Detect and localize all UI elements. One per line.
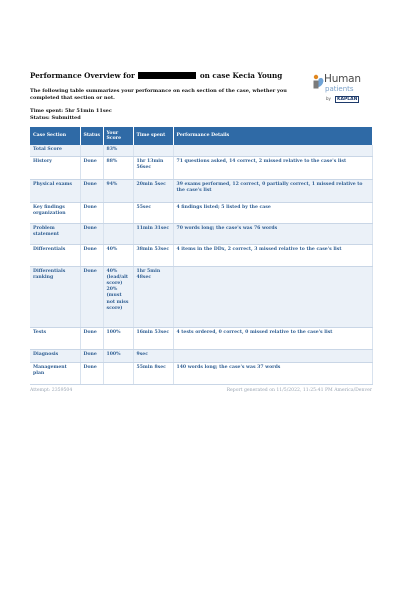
cell-score: 94%	[103, 179, 133, 202]
cell-status: Done	[80, 179, 103, 202]
logo-partner: KAPLAN	[337, 96, 358, 102]
table-header-row	[30, 127, 372, 145]
cell-status: Done	[80, 202, 103, 223]
cell-section: Management plan	[30, 362, 80, 384]
table-row	[30, 349, 372, 362]
cell-score: 100%	[103, 327, 133, 349]
report-generated: Report generated on 11/5/2022, 11:25:41 PM America/Denver	[226, 388, 372, 393]
cell-details	[173, 266, 372, 327]
cell-time: 1hr 13min 56sec	[133, 156, 173, 179]
cell-details: 140 words long; the case's was 37 words	[173, 362, 372, 384]
cell-score	[103, 362, 133, 384]
table-row	[30, 156, 372, 179]
redacted-name	[138, 72, 196, 80]
logo-brand-secondary: patients	[325, 85, 354, 93]
table-row	[30, 223, 372, 244]
cell-status: Done	[80, 327, 103, 349]
cell-score: 83%	[103, 145, 133, 156]
ihuman-logo-icon	[312, 74, 324, 90]
cell-time: 1hr 5min 48sec	[133, 266, 173, 327]
cell-details: 4 findings listed; 5 listed by the case	[173, 202, 372, 223]
table-row	[30, 266, 372, 327]
cell-time: 9sec	[133, 349, 173, 362]
cell-score	[103, 223, 133, 244]
cell-details: 70 words long; the case's was 76 words	[173, 223, 372, 244]
table-row	[30, 202, 372, 223]
cell-time: 55min 8sec	[133, 362, 173, 384]
cell-section: History	[30, 156, 80, 179]
cell-details: 39 exams performed, 12 correct, 0 partially correct, 1 missed relative to the case's list	[173, 179, 372, 202]
page-title	[30, 71, 282, 80]
attempt-id: Attempt: 2359504	[30, 388, 73, 393]
cell-details	[173, 145, 372, 156]
cell-section: Diagnosis	[30, 349, 80, 362]
logo-brand-primary: Human	[324, 73, 361, 85]
cell-score: 100%	[103, 349, 133, 362]
time-spent: Time spent: 5hr 51min 11sec	[30, 108, 112, 114]
cell-score: 40% (lead/alt score) 20% (must not miss score)	[103, 266, 133, 327]
cell-time: 38min 53sec	[133, 244, 173, 266]
logo-by: by	[326, 96, 331, 101]
table-row	[30, 362, 372, 384]
cell-section: Tests	[30, 327, 80, 349]
cell-status: Done	[80, 266, 103, 327]
cell-section: Problem statement	[30, 223, 80, 244]
cell-time: 20min 5sec	[133, 179, 173, 202]
column-header: Your Score	[103, 127, 133, 145]
column-header: Performance Details	[173, 127, 372, 145]
column-header: Case Section	[30, 127, 80, 145]
cell-details: 4 items in the DDx, 2 correct, 3 missed relative to the case's list	[173, 244, 372, 266]
cell-section: Differentials ranking	[30, 266, 80, 327]
title-prefix: Performance Overview for	[30, 71, 135, 80]
ihuman-logo	[312, 72, 374, 108]
cell-section: Key findings organization	[30, 202, 80, 223]
performance-table	[30, 127, 373, 385]
cell-time: 55sec	[133, 202, 173, 223]
table-row	[30, 145, 372, 156]
cell-score: 40%	[103, 244, 133, 266]
cell-section: Total Score	[30, 145, 80, 156]
table-row	[30, 327, 372, 349]
table-row	[30, 244, 372, 266]
cell-status: Done	[80, 156, 103, 179]
title-suffix: on case Kecia Young	[199, 71, 283, 80]
cell-status: Done	[80, 349, 103, 362]
column-header: Status	[80, 127, 103, 145]
cell-details: 71 questions asked, 14 correct, 2 missed relative to the case's list	[173, 156, 372, 179]
cell-details	[173, 349, 372, 362]
cell-section: Differentials	[30, 244, 80, 266]
summary-meta	[30, 108, 112, 122]
cell-time: 11min 31sec	[133, 223, 173, 244]
status: Status: Submitted	[30, 115, 81, 122]
cell-section: Physical exams	[30, 179, 80, 202]
cell-status	[80, 145, 103, 156]
cell-score: 88%	[103, 156, 133, 179]
cell-score	[103, 202, 133, 223]
cell-status: Done	[80, 223, 103, 244]
cell-time: 16min 53sec	[133, 327, 173, 349]
table-row	[30, 179, 372, 202]
column-header: Time spent	[133, 127, 173, 145]
cell-status: Done	[80, 244, 103, 266]
intro-text: The following table summarizes your performance on each section of the case, whether you completed that section or not.	[30, 88, 287, 102]
cell-status: Done	[80, 362, 103, 384]
cell-details: 4 tests ordered, 0 correct, 0 missed relative to the case's list	[173, 327, 372, 349]
cell-time	[133, 145, 173, 156]
